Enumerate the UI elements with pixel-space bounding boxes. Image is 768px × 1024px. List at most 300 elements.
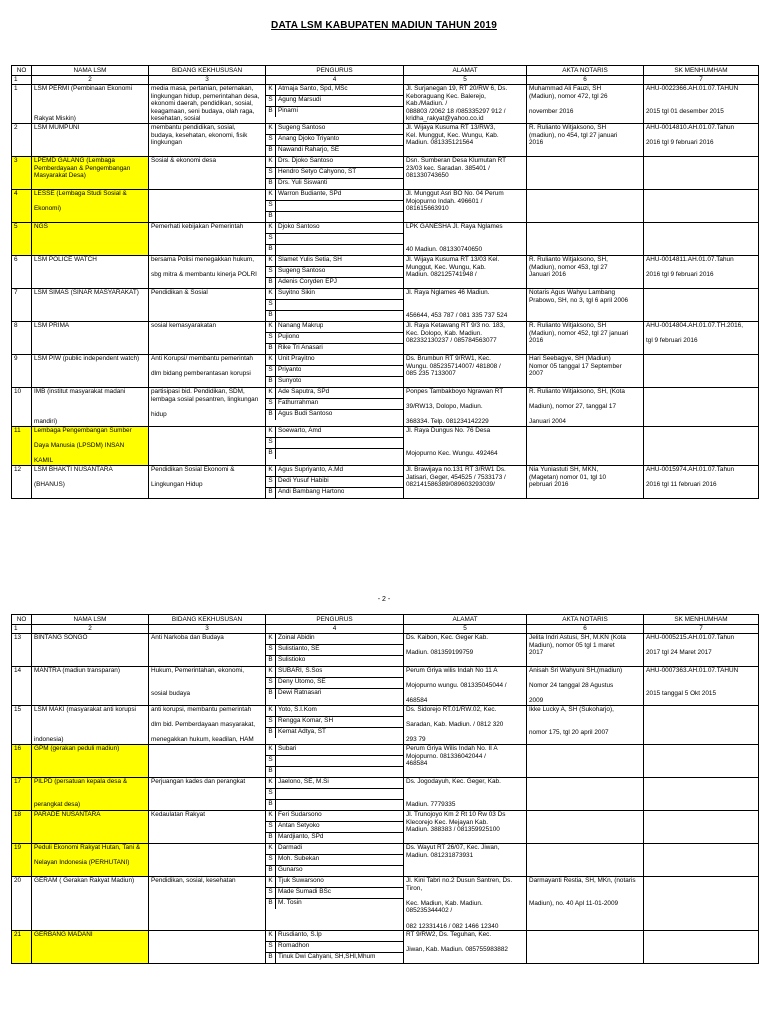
akta-notaris (527, 123, 644, 156)
role-code: S (266, 201, 276, 211)
pengurus-name: Agus Budi Santoso (278, 409, 333, 417)
akta-notaris-text: Ikke Lucky A, SH (Sukoharjo), nomor 175, tgl 20 april 2007 (529, 705, 614, 736)
row-number-text: 16 (14, 744, 22, 752)
pengurus-line (266, 300, 403, 311)
column-header-nama-lsm: NAMA LSM (32, 615, 149, 625)
role-code: S (266, 942, 276, 952)
akta-notaris (527, 255, 644, 288)
role-code: K (266, 466, 276, 476)
pengurus-line (266, 745, 403, 756)
bidang-kekhususan (149, 667, 266, 706)
akta-notaris-text: Muhammad Ali Fauzi, SH (Madiun), nomor 472, tgl 26 november 2016 (529, 85, 608, 115)
pengurus-name: Sulistioko (278, 656, 306, 663)
pengurus-name (276, 234, 278, 244)
bidang-kekhususan (149, 85, 266, 124)
alamat-text: Ds. Brumbun RT 9/RW1, Kec. Wungu. 085235714007/ 481808 / 085 235 7133007 (406, 354, 501, 378)
lsm-name-text: LSM MAKI (masyarakat anti korupsi indonesia) (34, 705, 136, 744)
akta-notaris (527, 354, 644, 387)
role-code: S (266, 399, 276, 409)
sk-menhumham (644, 777, 759, 810)
table-row (12, 777, 759, 810)
akta-notaris (527, 189, 644, 222)
row-number (12, 810, 32, 843)
sk-menhumham-text: AHU-0015974.AH.01.07.Tahun 2016 tgl 11 februari 2016 (646, 465, 735, 489)
akta-notaris-text: R. Rulianto Witjaksono, SH (Madiun), nomor 452, tgl 27 januari 2016 (529, 321, 629, 345)
sk-menhumham (644, 667, 759, 706)
pengurus-line (266, 278, 403, 288)
alamat (404, 321, 527, 354)
column-number: 1 (12, 76, 32, 85)
bidang-kekhususan-text: Perjuangan kades dan perangkat (151, 777, 246, 785)
table-row (12, 744, 759, 777)
bidang-kekhususan (149, 156, 266, 189)
alamat (404, 123, 527, 156)
bidang-kekhususan-text: membantu pendidikan, sosial, budaya, kesehatan, ekonomi, fisik lingkungan (151, 123, 248, 147)
pengurus-line (266, 410, 403, 420)
role-code: B (266, 179, 276, 189)
table-row (12, 387, 759, 426)
lsm-name (32, 387, 149, 426)
pengurus-line (266, 146, 403, 156)
bidang-kekhususan (149, 321, 266, 354)
pengurus-cell (266, 744, 404, 777)
role-code: B (266, 656, 276, 666)
akta-notaris (527, 777, 644, 810)
pengurus-cell (266, 156, 404, 189)
sk-menhumham (644, 426, 759, 465)
role-code: K (266, 157, 276, 167)
pengurus-name: Dewi Ratnasari (278, 689, 322, 696)
pengurus-line (266, 656, 403, 666)
alamat (404, 744, 527, 777)
sk-menhumham (644, 931, 759, 964)
pengurus-name: Priyanto (278, 365, 302, 373)
alamat-text: Perum Griya wilis Indah No 11 A Mojopurno wungu. 081335045044 / 468584 (406, 667, 507, 705)
pengurus-name: Djoko Santoso (278, 222, 320, 230)
lsm-name (32, 876, 149, 930)
bidang-kekhususan (149, 777, 266, 810)
alamat (404, 777, 527, 810)
pengurus-line (266, 322, 403, 333)
pengurus-name: Nawandi Raharjo, SE (278, 145, 340, 153)
sk-menhumham (644, 810, 759, 843)
header-row (12, 66, 759, 76)
role-code: B (266, 866, 276, 876)
pengurus-line (266, 168, 403, 179)
sk-menhumham (644, 222, 759, 255)
role-code: B (266, 278, 276, 288)
lsm-name-text: Lembaga Pengembangan Sumber Daya Manusia (LPSDM) INSAN KAMIL (34, 426, 132, 465)
pengurus-line (266, 438, 403, 449)
row-number-text: 15 (14, 705, 22, 713)
pengurus-line (266, 212, 403, 222)
document-title: DATA LSM KABUPATEN MADIUN TAHUN 2019 (271, 20, 497, 31)
bidang-kekhususan-text: anti korupsi, membantu pemerintah dlm bid. Pemberdayaan masyarakat, menegakkan hukum, keadilan, HAM (151, 705, 256, 744)
pengurus-line (266, 822, 403, 833)
pengurus-name (276, 800, 278, 810)
bidang-kekhususan (149, 634, 266, 667)
lsm-name-text: MANTRA (madiun transparan) (34, 667, 120, 674)
sk-menhumham-text: AHU-0022366.AH.01.07.TAHUN 2015 tgl 01 desember 2015 (646, 85, 739, 115)
table-row (12, 465, 759, 498)
alamat-text: Jl. Trunojoyo Km 2 Rt 10 Rw 03 Ds Klecorejo Kec. Mejayan Kab. Madiun. 388383 / 081359925100 (406, 810, 506, 834)
alamat-text: Jl. Wijaya Kusuma RT 13/03 Kel. Munggut, Kec. Wungu, Kab. Madiun. 082125741948 / (406, 255, 500, 279)
pengurus-name: Jaelono, SE, M.Si (278, 777, 329, 785)
akta-notaris (527, 465, 644, 498)
role-code: K (266, 355, 276, 365)
lsm-name-text: Peduli Ekonomi Rakyat Hutan, Tani & Nelayan Indonesia (PERHUTANI) (34, 843, 141, 867)
role-code: S (266, 822, 276, 832)
pengurus-cell (266, 255, 404, 288)
bidang-kekhususan (149, 931, 266, 964)
pengurus-line (266, 388, 403, 399)
alamat (404, 156, 527, 189)
pengurus-name (276, 767, 278, 777)
row-number-text: 1 (14, 85, 18, 92)
alamat (404, 222, 527, 255)
column-header-bidang: BIDANG KEKHUSUSAN (149, 615, 266, 625)
row-number-text: 4 (14, 189, 18, 197)
lsm-name (32, 777, 149, 810)
role-code: K (266, 811, 276, 821)
alamat (404, 931, 527, 964)
row-number-text: 2 (14, 123, 18, 131)
akta-notaris (527, 667, 644, 706)
role-code: B (266, 488, 276, 498)
row-number (12, 189, 32, 222)
alamat-text: Ds. Kaibon, Kec. Geger Kab. Madiun. 081359199759 (406, 634, 489, 657)
pengurus-name: Suyitno Sikin (278, 288, 315, 296)
bidang-kekhususan-text: Pendidikan Sosial Ekonomi & Lingkungan Hidup (151, 465, 235, 489)
pengurus-name: Hendro Setyo Cahyono, ST (278, 167, 357, 175)
alamat-text: Jl. Surjanegan 19, RT 20/RW 6, Ds. Keboraguang Kec. Balerejo, Kab./Madiun. / 088803 /2062 18 /085335297 912 / kridha_rakyat@yahoo.co.id (406, 85, 508, 123)
table-row (12, 354, 759, 387)
lsm-name (32, 667, 149, 706)
akta-notaris (527, 744, 644, 777)
lsm-name-text: NGS (34, 222, 48, 230)
column-number: 3 (149, 76, 266, 85)
column-header-alamat: ALAMAT (404, 66, 527, 76)
pengurus-line (266, 179, 403, 189)
bidang-kekhususan (149, 288, 266, 321)
pengurus-name: Sugeng Santoso (278, 266, 326, 274)
role-code: K (266, 322, 276, 332)
pengurus-line (266, 466, 403, 477)
lsm-name (32, 705, 149, 744)
sk-menhumham-text: AHU-0007363.AH.01.07.TAHUN 2015 tanggal 5 Okt 2015 (646, 667, 739, 697)
bidang-kekhususan (149, 744, 266, 777)
akta-notaris-text: Nia Yuniastuti SH, MKN, (Magetan) nomor 01, tgl 10 pebruari 2016 (529, 465, 607, 489)
pengurus-name: Agus Supriyanto, A.Md (278, 465, 344, 473)
pengurus-cell (266, 85, 404, 124)
pengurus-line (266, 899, 403, 909)
pengurus-line (266, 866, 403, 876)
pengurus-line (266, 399, 403, 410)
pengurus-name (276, 756, 278, 766)
row-number-text: 21 (14, 931, 22, 939)
pengurus-name: Sugeng Santoso (278, 123, 326, 131)
sk-menhumham-text: AHU-0014810.AH.01.07.Tahun 2016 tgl 9 februari 2016 (646, 123, 735, 147)
pengurus-name: Mardjianto, SPd (278, 832, 324, 840)
akta-notaris (527, 426, 644, 465)
pengurus-line (266, 877, 403, 888)
row-number (12, 387, 32, 426)
pengurus-line (266, 267, 403, 278)
pengurus-name: Rusdianto, S.Ip (278, 931, 322, 939)
pengurus-name: Sunyoto (278, 376, 302, 384)
pengurus-name: Anang Djoko Triyanto (278, 134, 340, 142)
row-number-text: 20 (14, 876, 22, 884)
row-number (12, 426, 32, 465)
role-code: K (266, 124, 276, 134)
pengurus-name: Drs. Yuli Siswanti (278, 178, 328, 186)
pengurus-cell (266, 288, 404, 321)
pengurus-line (266, 477, 403, 488)
lsm-name-text: BINTANG SONGO (34, 634, 88, 641)
bidang-kekhususan (149, 354, 266, 387)
table-row (12, 667, 759, 706)
table-row (12, 843, 759, 876)
pengurus-cell (266, 667, 404, 706)
table-row (12, 288, 759, 321)
pengurus-cell (266, 426, 404, 465)
role-code: K (266, 877, 276, 887)
pengurus-name: Atmaja Santo, Spd, MSc (278, 85, 348, 92)
row-number (12, 876, 32, 930)
pengurus-line (266, 888, 403, 899)
lsm-name (32, 465, 149, 498)
column-number-row (12, 76, 759, 85)
pengurus-line (266, 107, 403, 117)
alamat (404, 288, 527, 321)
bidang-kekhususan (149, 465, 266, 498)
role-code: B (266, 899, 276, 909)
pengurus-cell (266, 777, 404, 810)
pengurus-name (276, 212, 278, 222)
bidang-kekhususan (149, 255, 266, 288)
role-code: B (266, 410, 276, 420)
sk-menhumham (644, 85, 759, 124)
pengurus-line (266, 756, 403, 767)
pengurus-line (266, 355, 403, 366)
bidang-kekhususan-text: Pendidikan & Sosial (151, 288, 208, 296)
pengurus-cell (266, 876, 404, 930)
pengurus-name: Soewarto, Amd (278, 426, 322, 434)
pengurus-line (266, 667, 403, 678)
role-code: S (266, 267, 276, 277)
role-code: B (266, 212, 276, 222)
table-row (12, 321, 759, 354)
lsm-name (32, 843, 149, 876)
role-code: S (266, 756, 276, 766)
role-code: K (266, 190, 276, 200)
alamat (404, 876, 527, 930)
row-number (12, 465, 32, 498)
column-number: 2 (32, 625, 149, 634)
table-row (12, 931, 759, 964)
pengurus-name: Slamet Yulis Setia, SH (278, 255, 342, 263)
row-number (12, 777, 32, 810)
column-header-akta-notaris: AKTA NOTARIS (527, 615, 644, 625)
row-number-text: 10 (14, 387, 22, 395)
column-header-alamat: ALAMAT (404, 615, 527, 625)
alamat-text: Ds. Wayut RT 26/07, Kec. Jiwan, Madiun. 081231873931 (406, 843, 500, 859)
alamat-text: Ds. Jogodayuh, Kec. Geger, Kab. Madiun. 7779335 (406, 777, 501, 808)
pengurus-name: Ade Saputra, SPd (278, 387, 330, 395)
pengurus-cell (266, 705, 404, 744)
alamat-text: Jl. Raya Nglames 46 Madiun. 456644, 453 787 / 081 335 737 524 (406, 288, 508, 319)
role-code: K (266, 427, 276, 437)
pengurus-name: Antan Setyoko (278, 821, 320, 829)
role-code: B (266, 377, 276, 387)
table-row (12, 634, 759, 667)
bidang-kekhususan (149, 705, 266, 744)
alamat-text: Jl. Wijaya Kusuma RT 13/RW3, Kel. Munggut, Kec. Wungu, Kab. Madiun. 081335121564 (406, 123, 499, 147)
column-header-bidang: BIDANG KEKHUSUSAN (149, 66, 266, 76)
page-number: - 2 - (377, 596, 391, 603)
akta-notaris (527, 321, 644, 354)
table-row (12, 810, 759, 843)
alamat-text: RT 9/RW2, Ds. Teguhan, Kec. Jiwan, Kab. Madiun. 085755983882 (406, 931, 508, 954)
akta-notaris (527, 288, 644, 321)
bidang-kekhususan-text: bersama Polisi menegakkan hukum, sbg mitra & membantu kinerja POLRI (151, 255, 257, 279)
pengurus-name (276, 438, 278, 448)
row-number-text: 11 (14, 426, 21, 434)
sk-menhumham (644, 744, 759, 777)
alamat-text: Jl. Munggut Asri BO No. 04 Perum Mojopurno Indah. 496601 / 081615663910 (406, 189, 504, 213)
pengurus-line (266, 789, 403, 800)
akta-notaris-text: Hari Seebagye, SH (Madiun) Nomor 05 tanggal 17 September 2007 (529, 354, 622, 378)
pengurus-cell (266, 321, 404, 354)
pengurus-line (266, 157, 403, 168)
role-code: K (266, 667, 276, 677)
pengurus-line (266, 135, 403, 146)
lsm-name (32, 255, 149, 288)
lsm-name-text: LSM PERMI (Pembinaan Ekonomi Rakyat Miskin) (34, 85, 133, 123)
bidang-kekhususan-text: partisipasi bid. Pendidikan, SDM, lembaga sosial pesantren, lingkungan hidup (151, 387, 259, 418)
row-number (12, 931, 32, 964)
column-header-sk-menhumham: SK MENHUMHAM (644, 66, 759, 76)
role-code: B (266, 767, 276, 777)
column-number: 5 (404, 76, 527, 85)
bidang-kekhususan (149, 426, 266, 465)
pengurus-line (266, 855, 403, 866)
row-number-text: 19 (14, 843, 22, 851)
sk-menhumham (644, 189, 759, 222)
sk-menhumham (644, 321, 759, 354)
row-number (12, 744, 32, 777)
row-number (12, 288, 32, 321)
pengurus-name: Sulistianto, SE (278, 645, 320, 652)
pengurus-name: Andi Bambang Hartono (278, 487, 345, 495)
role-code: K (266, 778, 276, 788)
pengurus-line (266, 728, 403, 738)
column-number: 7 (644, 625, 759, 634)
pengurus-line (266, 488, 403, 498)
role-code: B (266, 449, 276, 459)
alamat (404, 387, 527, 426)
lsm-name-text: LSM PIW (public independent watch) (34, 354, 140, 362)
alamat (404, 810, 527, 843)
pengurus-line (266, 833, 403, 843)
alamat-text: Perum Griya Wilis Indah No. II A Mojopurno. 081336042044 / 468584 (406, 744, 498, 768)
alamat (404, 705, 527, 744)
bidang-kekhususan (149, 876, 266, 930)
lsm-name (32, 634, 149, 667)
lsm-name (32, 222, 149, 255)
pengurus-line (266, 124, 403, 135)
row-number (12, 667, 32, 706)
pengurus-cell (266, 843, 404, 876)
column-number: 6 (527, 625, 644, 634)
pengurus-cell (266, 123, 404, 156)
role-code: K (266, 706, 276, 716)
lsm-name (32, 288, 149, 321)
table-page-2 (11, 614, 758, 964)
akta-notaris (527, 634, 644, 667)
pengurus-name: Rengga Komar, SH (278, 716, 334, 724)
row-number (12, 843, 32, 876)
lsm-name-text: GERBANG MADANI (34, 931, 93, 939)
pengurus-cell (266, 354, 404, 387)
table-row (12, 255, 759, 288)
row-number-text: 18 (14, 810, 22, 818)
sk-menhumham (644, 288, 759, 321)
role-code: S (266, 168, 276, 178)
pengurus-name: Nanang Makrup (278, 321, 324, 329)
column-number: 3 (149, 625, 266, 634)
alamat-text: Dsn. Sumberan Desa Klumutan RT 23/03 kec. Saradan. 385401 / 081330743650 (406, 156, 507, 180)
role-code: B (266, 689, 276, 699)
role-code: S (266, 855, 276, 865)
akta-notaris-text: Anisah Sri Wahyuni SH,(madiun) Nomor 24 tanggal 28 Agustus 2009 (529, 667, 623, 705)
row-number-text: 14 (14, 667, 22, 674)
lsm-name (32, 810, 149, 843)
akta-notaris (527, 222, 644, 255)
pengurus-name: Gunarso (278, 865, 303, 873)
pengurus-line (266, 427, 403, 438)
bidang-kekhususan-text: media masa, pertanian, peternakan, lingkungan hidup, pemerintahan desa, ekonomi daerah, pendidikan, sosial, keagamaan, seni budaya, olah raga, kesehatan, sosial (151, 85, 260, 123)
role-code: B (266, 344, 276, 354)
pengurus-name: Kemat Adtya, ST (278, 727, 326, 735)
role-code: K (266, 85, 276, 95)
table-row (12, 189, 759, 222)
column-number: 7 (644, 76, 759, 85)
lsm-name-text: LSM PRIMA (34, 321, 70, 329)
akta-notaris (527, 931, 644, 964)
pengurus-line (266, 85, 403, 96)
pengurus-line (266, 311, 403, 321)
role-code: S (266, 300, 276, 310)
role-code: S (266, 789, 276, 799)
akta-notaris (527, 156, 644, 189)
alamat (404, 255, 527, 288)
alamat-text: Ponpes Tambakboyo Ngrawan RT 39/RW13, Dolopo, Madiun. 368334. Telp. 081234142229 (406, 387, 504, 426)
column-number: 4 (266, 76, 404, 85)
bidang-kekhususan-text: Pendidikan, sosial, kesehatan (151, 876, 236, 884)
pengurus-line (266, 344, 403, 354)
pengurus-name: Deny Utomo, SE (278, 678, 326, 685)
lsm-name-text: PARADE NUSANTARA (34, 810, 101, 818)
table-row (12, 156, 759, 189)
lsm-name-text: LSM SIMAS (SINAR MASYARAKAT) (34, 288, 139, 296)
akta-notaris (527, 876, 644, 930)
lsm-name-text: LSM MUMPUNI (34, 123, 80, 131)
pengurus-name: Dedi Yusuf Habibi (278, 476, 329, 484)
bidang-kekhususan-text: Sosial & ekonomi desa (151, 156, 217, 164)
akta-notaris (527, 705, 644, 744)
row-number-text: 9 (14, 354, 18, 362)
